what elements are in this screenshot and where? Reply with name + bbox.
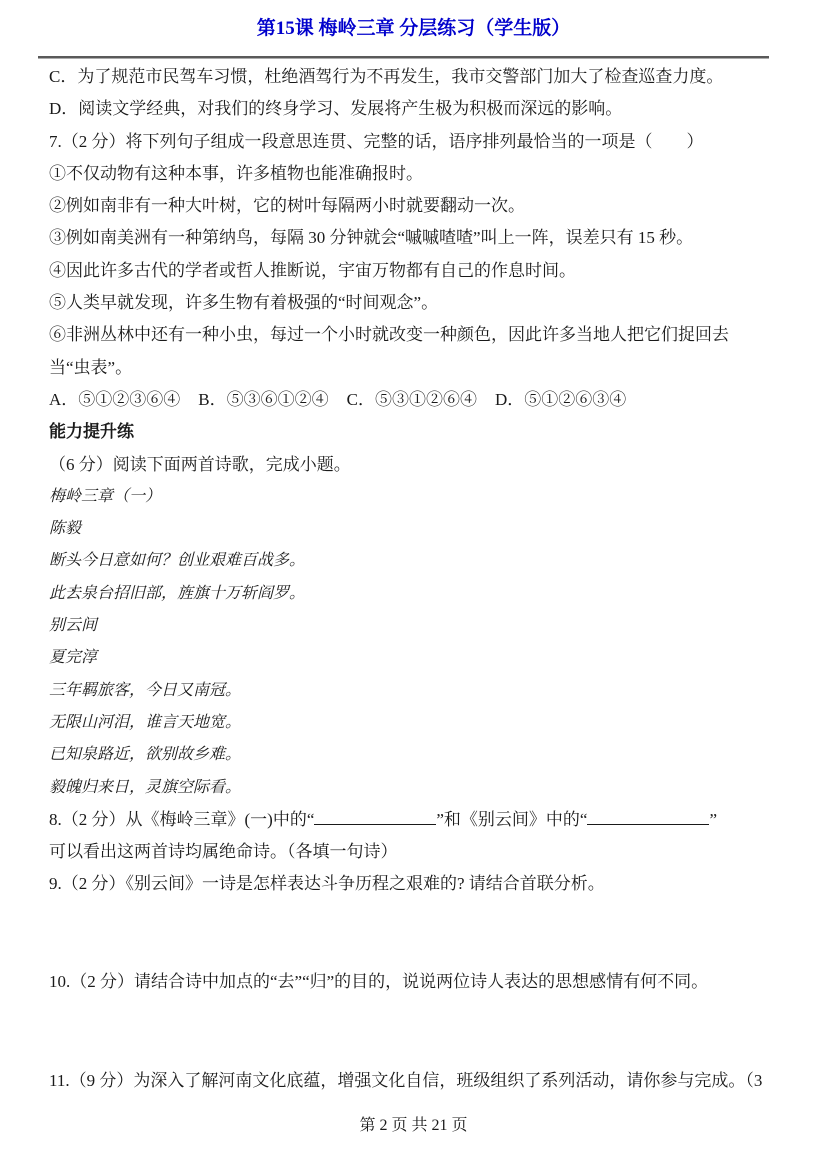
fill-blank-2 bbox=[587, 809, 709, 825]
choice-option-c: C．为了规范市民驾车习惯，杜绝酒驾行为不再发生，我市交警部门加大了检查巡查力度。 bbox=[49, 67, 724, 86]
q7-sentence-5: ⑤人类早就发现，许多生物有着极强的“时间观念”。 bbox=[49, 293, 439, 313]
poem2-title: 别云间 bbox=[49, 617, 98, 635]
emphasized-char-qu: 去 • bbox=[65, 585, 81, 602]
q7-choice-c: C．⑤③①②⑥④ bbox=[346, 389, 477, 409]
question-10: 10.（2 分）请结合诗中加点的“去”“归”的目的，说说两位诗人表达的思想感情有何不同。 bbox=[49, 971, 709, 991]
q7-sentence-4: ④因此许多古代的学者或哲人推断说，宇宙万物都有自己的作息时间。 bbox=[49, 260, 576, 280]
poem1-title: 梅岭三章（一） bbox=[49, 487, 162, 505]
emphasized-char-gui: 归 • bbox=[81, 779, 97, 796]
question-8-line-2: 可以看出这两首诗均属绝命诗。（各填一句诗） bbox=[49, 842, 398, 862]
poem1-line-2-pre: 此 bbox=[49, 584, 66, 602]
q7-sentence-6: ⑥非洲丛林中还有一种小虫，每过一个小时就改变一种颜色，因此许多当地人把它们捉回去当“虫表”。 bbox=[49, 325, 729, 377]
answer-space-q10 bbox=[49, 998, 769, 1065]
poem2-author: 夏完淳 bbox=[49, 649, 98, 667]
answer-space-q9 bbox=[49, 901, 769, 966]
document-body bbox=[0, 61, 827, 1097]
reading-intro: （6 分）阅读下面两首诗歌，完成小题。 bbox=[49, 454, 351, 474]
page-footer bbox=[0, 1111, 827, 1141]
q7-sentence-3: ③例如南美洲有一种第纳鸟，每隔 30 分钟就会“嘁嘁喳喳”叫上一阵，误差只有 15 秒。 bbox=[49, 228, 694, 248]
poem2-line-1: 三年羁旅客，今日又南冠。 bbox=[49, 681, 242, 699]
poem2-line-4-pre: 毅魄 bbox=[49, 778, 82, 796]
poem2-line-2: 无限山河泪，谁言天地宽。 bbox=[49, 713, 242, 731]
poem2-line-4 bbox=[49, 772, 769, 804]
q7-sentence-2: ②例如南非有一种大叶树，它的树叶每隔两小时就要翻动一次。 bbox=[49, 196, 525, 216]
question-9: 9.（2 分）《别云间》一诗是怎样表达斗争历程之艰难的? 请结合首联分析。 bbox=[49, 874, 605, 894]
section-heading: 能力提升练 bbox=[49, 422, 134, 442]
q8-tail-quote: ” bbox=[709, 809, 718, 829]
poem2-line-4-post: 来日，灵旗空际看。 bbox=[97, 778, 242, 796]
question-8-line-1 bbox=[49, 804, 769, 836]
question-7-choices bbox=[49, 384, 769, 416]
q8-mid-text: ”和《别云间》中的“ bbox=[436, 809, 588, 829]
poem1-line-2-post: 泉台招旧部，旌旗十万斩阎罗。 bbox=[81, 584, 306, 602]
choice-option-d: D．阅读文学经典，对我们的终身学习、发展将产生极为积极而深远的影响。 bbox=[49, 99, 623, 119]
poem1-author: 陈毅 bbox=[49, 520, 82, 538]
question-7-stem: 7.（2 分）将下列句子组成一段意思连贯、完整的话，语序排列最恰当的一项是（ ） bbox=[49, 131, 704, 151]
page-title: 第15课 梅岭三章 分层练习（学生版） bbox=[256, 18, 571, 39]
q7-sentence-1: ①不仅动物有这种本事，许多植物也能准确报时。 bbox=[49, 163, 423, 183]
q7-choice-a: A．⑤①②③⑥④ bbox=[49, 389, 181, 409]
poem1-line-2 bbox=[49, 578, 769, 610]
header-divider bbox=[38, 56, 769, 59]
q7-choice-b: B．⑤③⑥①②④ bbox=[198, 389, 329, 409]
fill-blank-1 bbox=[314, 809, 436, 825]
question-11: 11.（9 分）为深入了解河南文化底蕴，增强文化自信，班级组织了系列活动，请你参与完成。（3 bbox=[49, 1071, 763, 1091]
q7-choice-d: D．⑤①②⑥③④ bbox=[494, 389, 627, 409]
page-number: 第 2 页 共 21 页 bbox=[359, 1117, 468, 1135]
q8-lead-text: 8.（2 分）从《梅岭三章》(一)中的“ bbox=[49, 809, 315, 829]
document-header bbox=[0, 0, 827, 59]
poem2-line-3: 已知泉路近，欲别故乡难。 bbox=[49, 746, 242, 764]
poem1-line-1: 断头今日意如何？创业艰难百战多。 bbox=[49, 552, 306, 570]
